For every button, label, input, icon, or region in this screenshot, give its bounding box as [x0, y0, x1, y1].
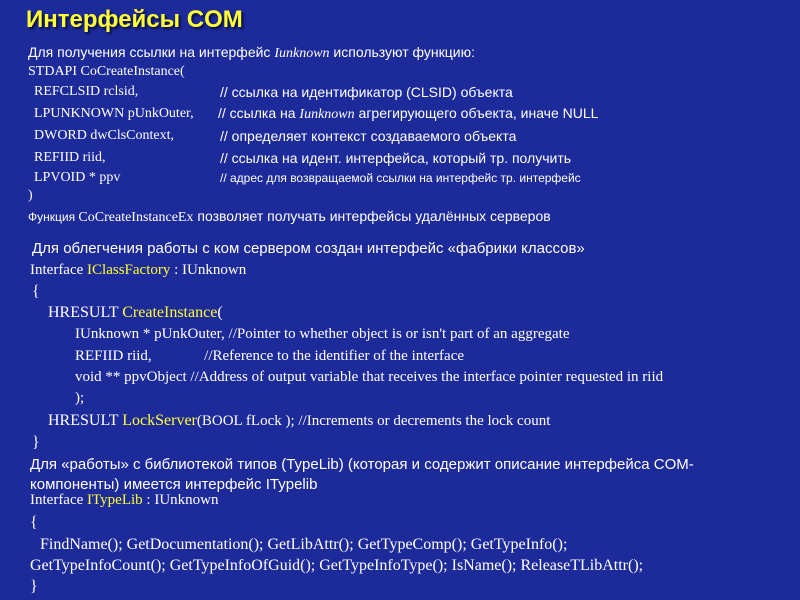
- param-comment-punkouter: [218, 105, 598, 123]
- createinstance-paren: (: [217, 304, 223, 321]
- param-decl-riid: REFIID riid,: [34, 150, 106, 165]
- iclassfactory-decl: [30, 262, 246, 279]
- factory-intro: Для облегчения работы с ком сервером создан интерфейс «фабрики классов»: [32, 240, 585, 257]
- itypelib-open-brace: {: [30, 514, 38, 531]
- itypelib-name: ITypeLib: [87, 492, 143, 508]
- iclassfactory-kw: Interface: [30, 262, 88, 278]
- slide-title: Интерфейсы COM: [26, 6, 243, 33]
- ex-text-a: Функция: [28, 210, 79, 224]
- typelib-intro-line2: компоненты) имеется интерфейс ITypelib: [30, 476, 318, 493]
- comment-punk-a: // ссылка на: [218, 105, 300, 121]
- itypelib-decl: [30, 492, 218, 509]
- iunknown-ref: Iunknown: [274, 46, 330, 61]
- createinstance-param-punkouter: IUnknown * pUnkOuter, //Pointer to whether object is or isn't part of an aggregate: [75, 326, 570, 342]
- itypelib-base: : IUnknown: [142, 492, 219, 508]
- createinstance-param-ppvobject: void ** ppvObject //Address of output variable that receives the interface pointer requested in riid: [75, 369, 664, 385]
- param-comment-rclsid: // ссылка на идентификатор (CLSID) объекта: [220, 84, 513, 100]
- createinstance-close: );: [75, 390, 85, 406]
- param-comment-clscontext: // определяет контекст создаваемого объекта: [220, 128, 517, 144]
- cocreate-intro: [28, 44, 475, 62]
- cocreate-ex-line: [28, 208, 551, 226]
- param-decl-rclsid: REFCLSID rclsid,: [34, 84, 139, 99]
- itypelib-methods-line1: FindName(); GetDocumentation(); GetLibAttr(); GetTypeComp(); GetTypeInfo();: [40, 536, 568, 553]
- iclassfactory-close-brace: }: [32, 434, 40, 451]
- comment-punk-c: агрегирующего объекта, иначе NULL: [354, 105, 599, 121]
- iclassfactory-base: : IUnknown: [170, 262, 247, 278]
- lockserver-ret: HRESULT: [48, 412, 123, 429]
- intro-text-c: используют функцию:: [329, 44, 475, 60]
- createinstance-name: CreateInstance: [122, 304, 218, 321]
- comment-punk-iunknown: Iunknown: [299, 107, 355, 122]
- createinstance-ret: HRESULT: [48, 304, 123, 321]
- ex-text-c: позволяет получать интерфейсы удалённых серверов: [193, 208, 551, 224]
- iclassfactory-open-brace: {: [32, 283, 40, 300]
- param-decl-ppv: LPVOID * ppv: [34, 170, 121, 185]
- lockserver-name: LockServer: [122, 412, 197, 429]
- param-comment-ppv: // адрес для возвращаемой ссылки на интерфейс тр. интерфейс: [220, 171, 581, 185]
- intro-text-a: Для получения ссылки на интерфейс: [28, 44, 275, 60]
- param-comment-riid: // ссылка на идент. интерфейса, который тр. получить: [220, 150, 572, 166]
- ex-function-name: CoCreateInstanceEx: [78, 210, 194, 225]
- createinstance-decl: [48, 304, 223, 322]
- createinstance-param-riid: REFIID riid, //Reference to the identifier of the interface: [75, 348, 465, 364]
- itypelib-methods-line2: GetTypeInfoCount(); GetTypeInfoOfGuid(); GetTypeInfoType(); IsName(); ReleaseTLibAttr();: [30, 557, 644, 574]
- lockserver-decl: [48, 412, 550, 430]
- itypelib-close-brace: }: [30, 578, 38, 595]
- cocreate-signature: STDAPI CoCreateInstance(: [28, 64, 185, 79]
- lockserver-rest: (BOOL fLock ); //Increments or decrements the lock count: [196, 413, 551, 429]
- typelib-intro-line1: Для «работы» с библиотекой типов (TypeLib) (которая и содержит описание интерфейса COM-: [30, 456, 694, 473]
- param-decl-punkouter: LPUNKNOWN pUnkOuter,: [34, 106, 194, 121]
- iclassfactory-name: IClassFactory: [87, 262, 171, 278]
- param-decl-clscontext: DWORD dwClsContext,: [34, 128, 174, 143]
- signature-close-paren: ): [28, 188, 33, 203]
- itypelib-kw: Interface: [30, 492, 88, 508]
